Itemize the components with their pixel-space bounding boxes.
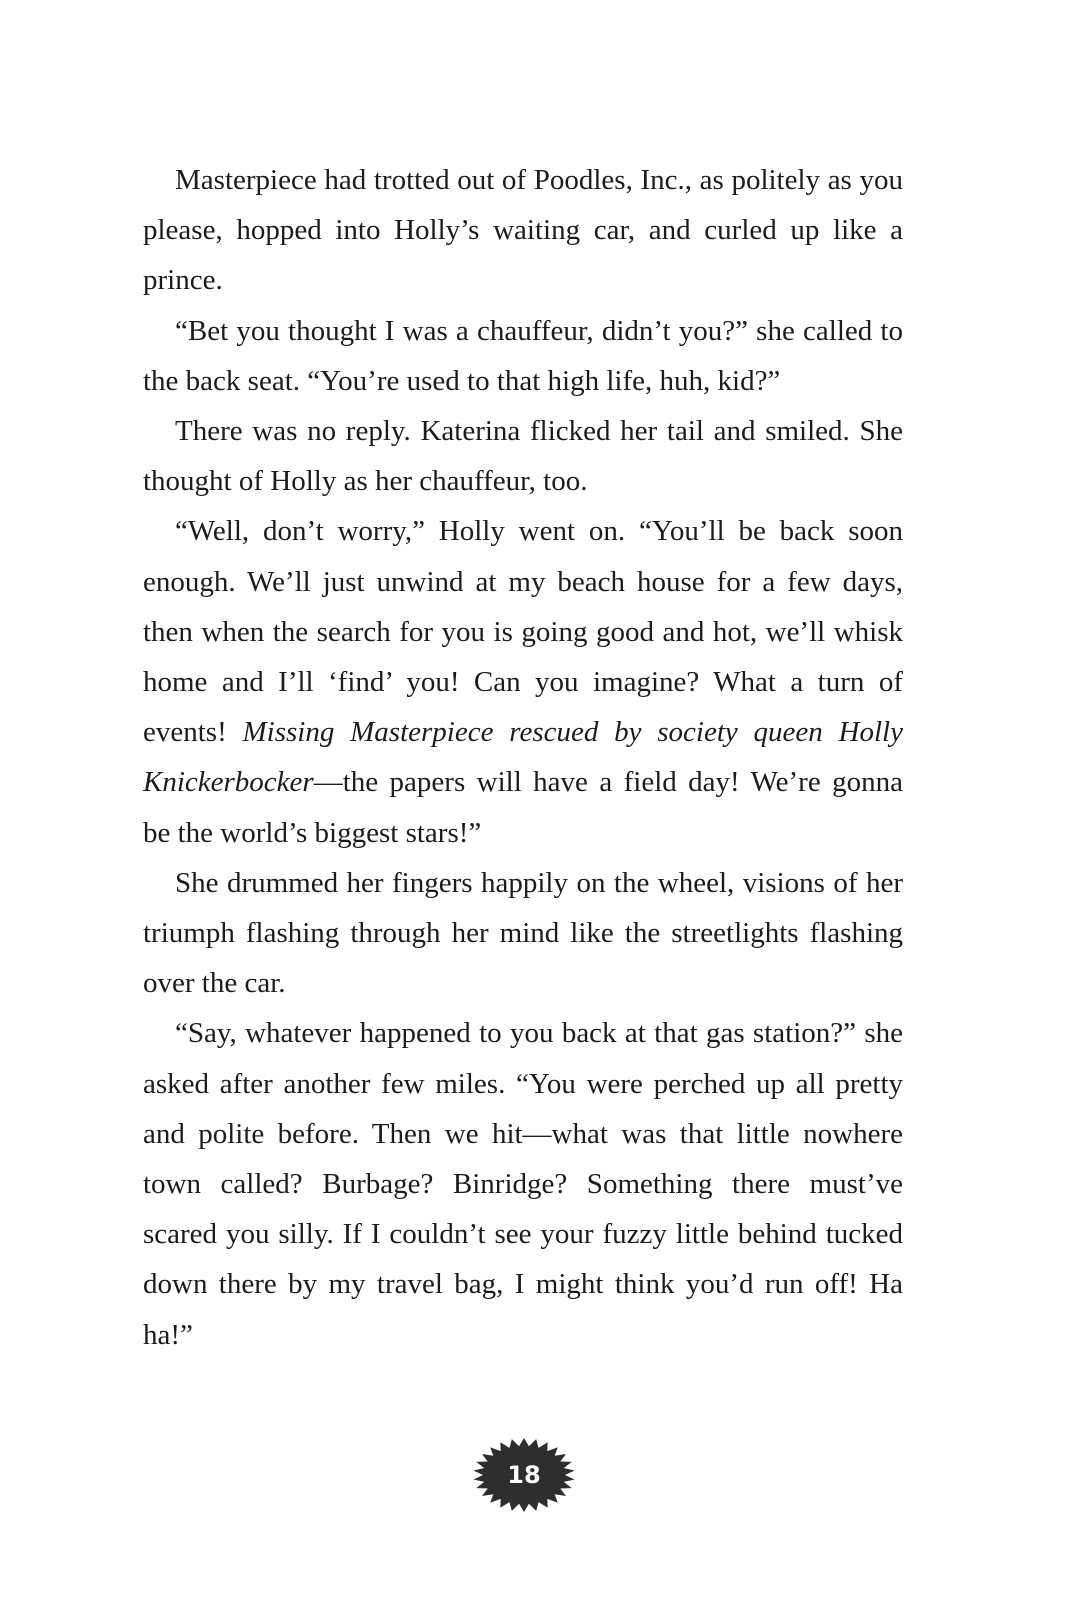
paragraph: “Say, whatever happened to you back at that gas station?” she asked after another few miles. “You were perched up all pretty and polite before. Then we hit—what was that little nowhere town called? Burbage? Binridge? Something there must’ve scared you silly. If I couldn’t see your fuzzy little behind tucked down there by my travel bag, I might think you’d run off! Ha ha!” xyxy=(143,1017,903,1351)
paragraph-text: —the papers will have a field day! We’re gonna be the world’s biggest stars!” xyxy=(143,766,903,849)
paragraph-text: “Well, don’t worry,” Holly went on. “You’ll be back soon enough. We’ll just unwind at my beach house for a few days, then when the search for you is going good and hot, we’ll whisk home and I’ll ‘find’ you! Can you imagine? What a turn of events! xyxy=(143,515,903,749)
italic-headline: Missing Masterpiece rescued by society queen Holly Knickerbocker xyxy=(143,716,903,799)
paragraph: There was no reply. Katerina flicked her tail and smiled. She thought of Holly as her chauffeur, too. xyxy=(143,415,903,498)
body-text xyxy=(143,155,903,1360)
paragraph xyxy=(143,506,903,857)
paragraph: “Bet you thought I was a chauffeur, didn’t you?” she called to the back seat. “You’re used to that high life, huh, kid?” xyxy=(143,314,903,397)
page-number-badge xyxy=(472,1437,576,1513)
paragraph: She drummed her fingers happily on the wheel, visions of her triumph flashing through her mind like the streetlights flashing over the car. xyxy=(143,866,903,1000)
paragraph: Masterpiece had trotted out of Poodles, Inc., as politely as you please, hopped into Holly’s waiting car, and curled up like a prince. xyxy=(143,164,903,297)
page-number: 18 xyxy=(507,1461,541,1489)
